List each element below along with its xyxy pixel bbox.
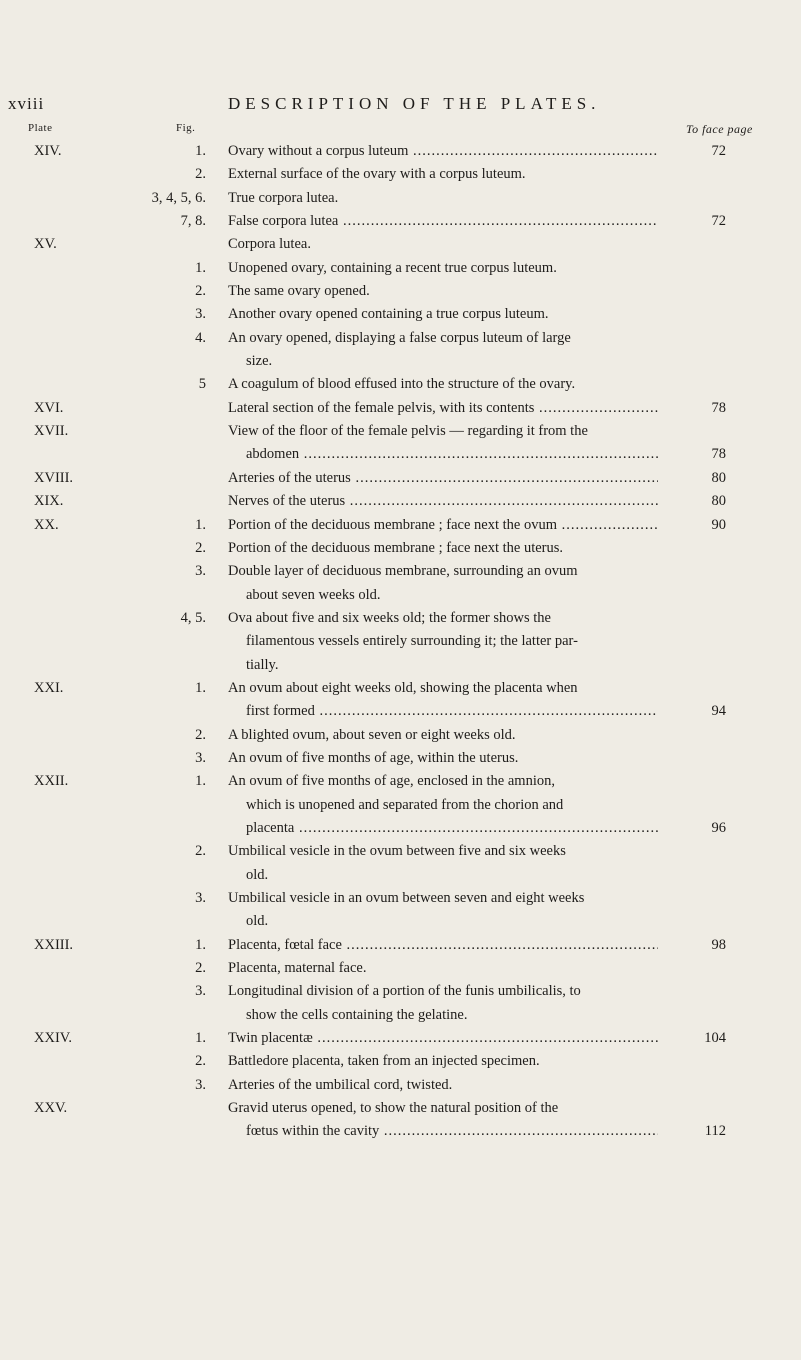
- face-page-number: 90: [711, 516, 726, 533]
- plate-entry: [0, 537, 801, 560]
- entry-description-continued: which is unopened and separated from the chorion and: [246, 796, 564, 813]
- plate-entry: [0, 1027, 801, 1050]
- plate-entry: [0, 724, 801, 747]
- entry-description: Twin placentæ .....: [228, 1027, 658, 1050]
- plate-entry: [0, 1074, 801, 1097]
- column-heading-fig: Fig.: [176, 122, 196, 134]
- entry-description: Ova about five and six weeks old; the former shows the: [228, 609, 551, 626]
- plate-entry: [0, 1097, 801, 1144]
- plate-entry: [0, 303, 801, 326]
- entry-description: The same ovary opened.: [228, 283, 370, 300]
- plate-number: XXV.: [34, 1100, 68, 1117]
- plate-entry: [0, 140, 801, 163]
- entry-description-continued: old.: [246, 913, 269, 930]
- figure-number: 4, 5.: [180, 609, 206, 626]
- figure-number: 3.: [195, 306, 206, 323]
- entry-description: Arteries of the umbilical cord, twisted.: [228, 1076, 453, 1093]
- figure-number: 2.: [195, 1053, 206, 1070]
- plate-number: XIV.: [34, 143, 62, 159]
- entry-description: An ovum of five months of age, within the uterus.: [228, 749, 519, 766]
- figure-number: 2.: [195, 843, 206, 860]
- plate-number: XXIII.: [34, 936, 74, 953]
- entry-description: An ovum of five months of age, enclosed in the amnion,: [228, 773, 555, 790]
- figure-number: 3.: [195, 1076, 206, 1093]
- figure-number: 5: [198, 376, 206, 393]
- plate-entry: [0, 770, 801, 840]
- figure-number: 2.: [195, 166, 206, 183]
- figure-number: 3, 4, 5, 6.: [151, 189, 206, 206]
- entry-description: Portion of the deciduous membrane ; face next the uterus.: [228, 539, 564, 556]
- entry-description-continued: abdomen .....: [246, 443, 658, 466]
- entry-description: False corpora lutea .....: [228, 210, 658, 233]
- entry-description-continued: size.: [246, 353, 273, 370]
- entry-description: Longitudinal division of a portion of the funis umbilicalis, to: [228, 983, 581, 1000]
- entry-description: An ovum about eight weeks old, showing the placenta when: [228, 679, 578, 696]
- face-page-number: 72: [711, 143, 726, 159]
- face-page-number: 80: [711, 493, 726, 510]
- entry-description: Corpora lutea.: [228, 236, 311, 253]
- figure-number: 3.: [195, 563, 206, 580]
- figure-number: 1.: [195, 1030, 206, 1047]
- figure-number: 1.: [195, 516, 206, 533]
- entry-description: Unopened ovary, containing a recent true corpus luteum.: [228, 259, 557, 276]
- plate-entry: [0, 840, 801, 887]
- plate-entry: [0, 163, 801, 186]
- entry-description: A coagulum of blood effused into the structure of the ovary.: [228, 376, 576, 393]
- entry-description-continued: placenta .....: [246, 817, 658, 840]
- face-page-number: 72: [711, 213, 726, 230]
- face-page-number: 96: [711, 819, 726, 836]
- entry-description: Nerves of the uterus .....: [228, 490, 658, 513]
- entry-description-continued: show the cells containing the gelatine.: [246, 1006, 468, 1023]
- plate-entry: [0, 887, 801, 934]
- plate-number: XIX.: [34, 493, 64, 510]
- plate-entry: [0, 397, 801, 420]
- entry-description: Arteries of the uterus .....: [228, 467, 658, 490]
- plate-entry: [0, 210, 801, 233]
- entry-description: Umbilical vesicle in an ovum between seven and eight weeks: [228, 890, 585, 906]
- figure-number: 1.: [195, 259, 206, 276]
- plate-number: XXI.: [34, 679, 64, 696]
- entry-description: Battledore placenta, taken from an injected specimen.: [228, 1053, 540, 1070]
- face-page-number: 78: [711, 446, 726, 463]
- figure-number: 1.: [195, 773, 206, 790]
- plate-entry: [0, 514, 801, 537]
- face-page-number: 94: [711, 703, 726, 720]
- plate-entry: [0, 420, 801, 467]
- figure-number: 2.: [195, 283, 206, 300]
- entry-description: Lateral section of the female pelvis, with its contents .....: [228, 397, 658, 420]
- entry-description: Gravid uterus opened, to show the natural position of the: [228, 1100, 559, 1117]
- plate-number: XX.: [34, 516, 59, 533]
- entry-description: View of the floor of the female pelvis — regarding it from the: [228, 423, 588, 440]
- entry-description: Placenta, fœtal face .....: [228, 934, 658, 957]
- figure-number: 2.: [195, 960, 206, 977]
- entry-description-continued: tially.: [246, 656, 279, 673]
- entry-description: Portion of the deciduous membrane ; face next the ovum .....: [228, 514, 658, 537]
- figure-number: 1.: [195, 143, 206, 159]
- plate-entry: [0, 373, 801, 396]
- plate-entry: [0, 187, 801, 210]
- figure-number: 7, 8.: [180, 213, 206, 230]
- figure-number: 1.: [195, 936, 206, 953]
- face-page-number: 98: [711, 936, 726, 953]
- page-number: xviii: [8, 94, 45, 113]
- plate-entry: [0, 1050, 801, 1073]
- column-heading-face-page: To face page: [686, 122, 753, 136]
- entry-description: Another ovary opened containing a true corpus luteum.: [228, 306, 549, 323]
- entry-description: Double layer of deciduous membrane, surrounding an ovum: [228, 563, 578, 580]
- plate-entry: [0, 233, 801, 256]
- plate-number: XVIII.: [34, 469, 74, 486]
- plate-entry: [0, 957, 801, 980]
- plate-entry: [0, 490, 801, 513]
- figure-number: 2.: [195, 539, 206, 556]
- entry-description: Placenta, maternal face.: [228, 960, 367, 977]
- figure-number: 3.: [195, 983, 206, 1000]
- entry-description-continued: about seven weeks old.: [246, 586, 381, 603]
- figure-number: 1.: [195, 679, 206, 696]
- entry-description-continued: filamentous vessels entirely surrounding it; the latter par-: [246, 633, 578, 650]
- plate-number: XXIV.: [34, 1030, 72, 1047]
- plate-entry: [0, 280, 801, 303]
- entry-description-continued: old.: [246, 866, 269, 883]
- figure-number: 3.: [195, 749, 206, 766]
- entry-description: Umbilical vesicle in the ovum between five and six weeks: [228, 843, 566, 860]
- entry-description: True corpora lutea.: [228, 189, 339, 206]
- entry-description: External surface of the ovary with a corpus luteum.: [228, 166, 526, 183]
- entry-description-continued: fœtus within the cavity .....: [246, 1120, 658, 1143]
- plate-entry: [0, 747, 801, 770]
- entry-description: A blighted ovum, about seven or eight weeks old.: [228, 726, 516, 743]
- plate-entry: [0, 327, 801, 374]
- plate-number: XV.: [34, 236, 57, 253]
- entry-description-continued: first formed .....: [246, 700, 658, 723]
- running-title: DESCRIPTION OF THE PLATES.: [228, 94, 601, 113]
- plate-entry: [0, 934, 801, 957]
- figure-number: 4.: [195, 329, 206, 346]
- face-page-number: 112: [704, 1123, 726, 1140]
- figure-number: 2.: [195, 726, 206, 743]
- plate-number: XVI.: [34, 399, 64, 416]
- figure-number: 3.: [195, 890, 206, 906]
- plate-entry: [0, 607, 801, 677]
- plate-list: [0, 140, 801, 1144]
- face-page-number: 104: [704, 1030, 726, 1047]
- plate-entry: [0, 980, 801, 1027]
- entry-description: Ovary without a corpus luteum .....: [228, 140, 658, 163]
- plate-entry: [0, 257, 801, 280]
- face-page-number: 78: [711, 399, 726, 416]
- plate-entry: [0, 467, 801, 490]
- entry-description: An ovary opened, displaying a false corpus luteum of large: [228, 329, 571, 346]
- plate-number: XVII.: [34, 423, 69, 440]
- plate-number: XXII.: [34, 773, 69, 790]
- face-page-number: 80: [711, 469, 726, 486]
- plate-entry: [0, 560, 801, 607]
- plate-entry: [0, 677, 801, 724]
- column-heading-plate: Plate: [28, 122, 53, 134]
